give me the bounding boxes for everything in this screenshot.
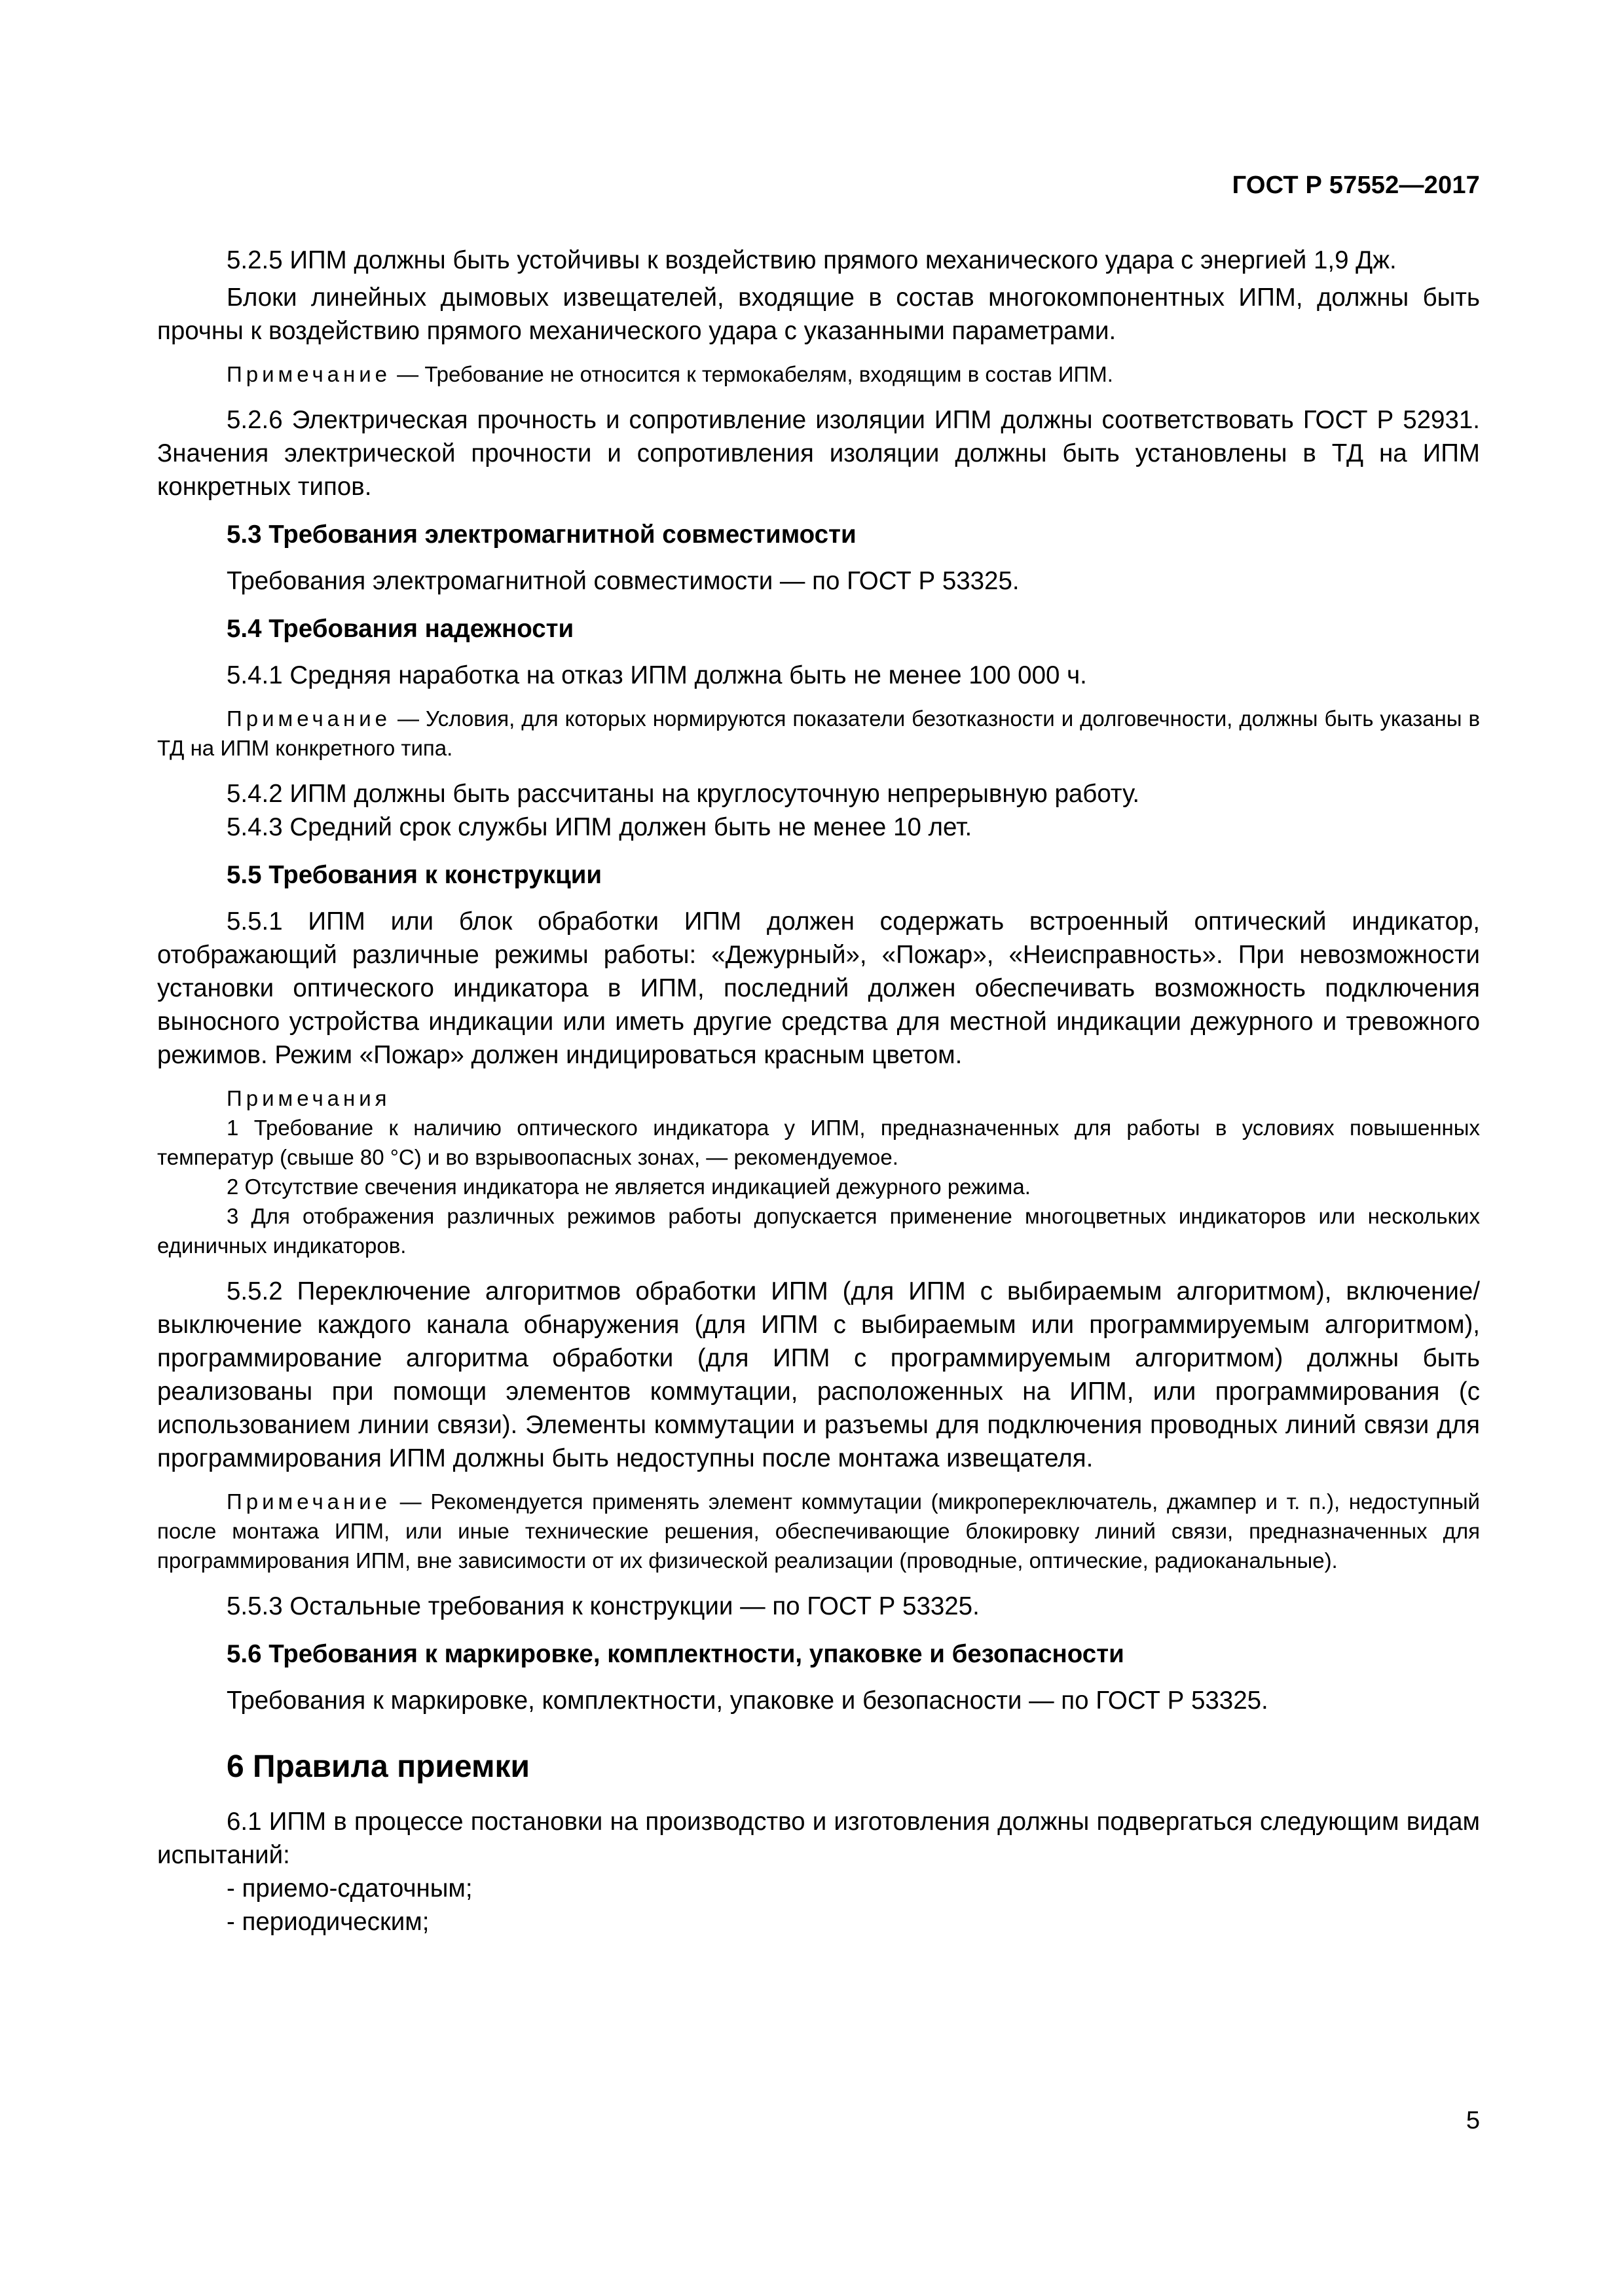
- list-item: - приемо-сдаточным;: [227, 1874, 473, 1903]
- paragraph-5-6: Требования к маркировке, комплектности, упаковке и безопасности — по ГОСТ Р 53325.: [227, 1686, 1268, 1715]
- note-text: — Условия, для которых нормируются показатели безотказности и долговечности, должны быть указаны в ТД на ИПМ конкретного типа.: [157, 706, 1480, 760]
- document-body: [157, 244, 1480, 1939]
- heading-6: 6 Правила приемки: [227, 1749, 530, 1784]
- heading-5-6: 5.6 Требования к маркировке, комплектности, упаковке и безопасности: [227, 1640, 1124, 1668]
- note-text: — Рекомендуется применять элемент коммутации (микропереключатель, джампер и т. п.), недоступный после монтажа ИПМ, или иные технические решения, обеспечивающие блокировку линий связи, предназначенных для программирования ИПМ, вне зависимости от их физической реализации (проводные, оптические, радиоканальные).: [157, 1489, 1480, 1573]
- paragraph-5-3: Требования электромагнитной совместимости — по ГОСТ Р 53325.: [227, 567, 1020, 595]
- paragraph-5-5-3: 5.5.3 Остальные требования к конструкции — по ГОСТ Р 53325.: [227, 1592, 980, 1620]
- note-label: Примечание: [227, 362, 392, 386]
- note-4: [157, 1487, 1480, 1575]
- notes-3-label: [157, 1084, 1480, 1113]
- page-number: 5: [1466, 2107, 1480, 2134]
- paragraph-5-2-6: 5.2.6 Электрическая прочность и сопротивление изоляции ИПМ должны соответствовать ГОСТ Р 52931. Значения электрической прочности и сопротивления изоляции должны быть установлены в ТД на ИПМ конкретных типов.: [157, 406, 1480, 501]
- note-label: Примечание: [227, 706, 392, 731]
- note-3-item: 2 Отсутствие свечения индикатора не является индикацией дежурного режима.: [227, 1175, 1031, 1199]
- note-text: — Требование не относится к термокабелям, входящим в состав ИПМ.: [391, 362, 1113, 386]
- note-1: [157, 359, 1480, 389]
- document-page: [157, 0, 1480, 2296]
- heading-5-4: 5.4 Требования надежности: [227, 615, 574, 643]
- paragraph-5-4-3: 5.4.3 Средний срок службы ИПМ должен быть не менее 10 лет.: [227, 813, 972, 841]
- paragraph-blocks: Блоки линейных дымовых извещателей, входящие в состав многокомпонентных ИПМ, должны быть прочны к воздействию прямого механического удара с указанными параметрами.: [157, 283, 1480, 345]
- paragraph-5-5-1: 5.5.1 ИПМ или блок обработки ИПМ должен содержать встроенный оптический индикатор, отображающий различные режимы работы: «Дежурный», «Пожар», «Неисправность». При невозможности установки оптического индикатора в ИПМ, последний должен обеспечивать возможность подключения выносного устройства индикации или иметь другие средства для местной индикации дежурного и тревожного режимов. Режим «Пожар» должен индицироваться красным цветом.: [157, 907, 1480, 1069]
- paragraph-5-2-5: 5.2.5 ИПМ должны быть устойчивы к воздействию прямого механического удара с энергией 1,9 Дж.: [227, 246, 1397, 274]
- document-id: ГОСТ Р 57552—2017: [1232, 172, 1480, 199]
- paragraph-5-4-1: 5.4.1 Средняя наработка на отказ ИПМ должна быть не менее 100 000 ч.: [227, 661, 1087, 689]
- list-item: - периодическим;: [227, 1908, 430, 1936]
- heading-5-5: 5.5 Требования к конструкции: [227, 861, 602, 889]
- paragraph-5-4-2: 5.4.2 ИПМ должны быть рассчитаны на круглосуточную непрерывную работу.: [227, 780, 1140, 808]
- paragraph-5-5-2: 5.5.2 Переключение алгоритмов обработки ИПМ (для ИПМ с выбираемым алгоритмом), включение/выключение каждого канала обнаружения (для ИПМ с выбираемым или программируемым алгоритмом), программирование алгоритма обработки (для ИПМ с программируемым алгоритмом) должны быть реализованы при помощи элементов коммутации, расположенных на ИПМ, или программирования (с использованием линии связи). Элементы коммутации и разъемы для подключения проводных линий связи для программирования ИПМ должны быть недоступны после монтажа извещателя.: [157, 1277, 1480, 1472]
- note-label: Примечания: [227, 1086, 391, 1110]
- heading-5-3: 5.3 Требования электромагнитной совместимости: [227, 520, 857, 549]
- note-2: [157, 704, 1480, 763]
- note-3-item: 3 Для отображения различных режимов работы допускается применение многоцветных индикаторов или нескольких единичных индикаторов.: [157, 1204, 1480, 1258]
- paragraph-6-1: 6.1 ИПМ в процессе постановки на производство и изготовления должны подвергаться следующим видам испытаний:: [157, 1808, 1480, 1869]
- note-label: Примечание: [227, 1489, 392, 1514]
- note-3-item: 1 Требование к наличию оптического индикатора у ИПМ, предназначенных для работы в условиях повышенных температур (свыше 80 °С) и во взрывоопасных зонах, — рекомендуемое.: [157, 1116, 1480, 1169]
